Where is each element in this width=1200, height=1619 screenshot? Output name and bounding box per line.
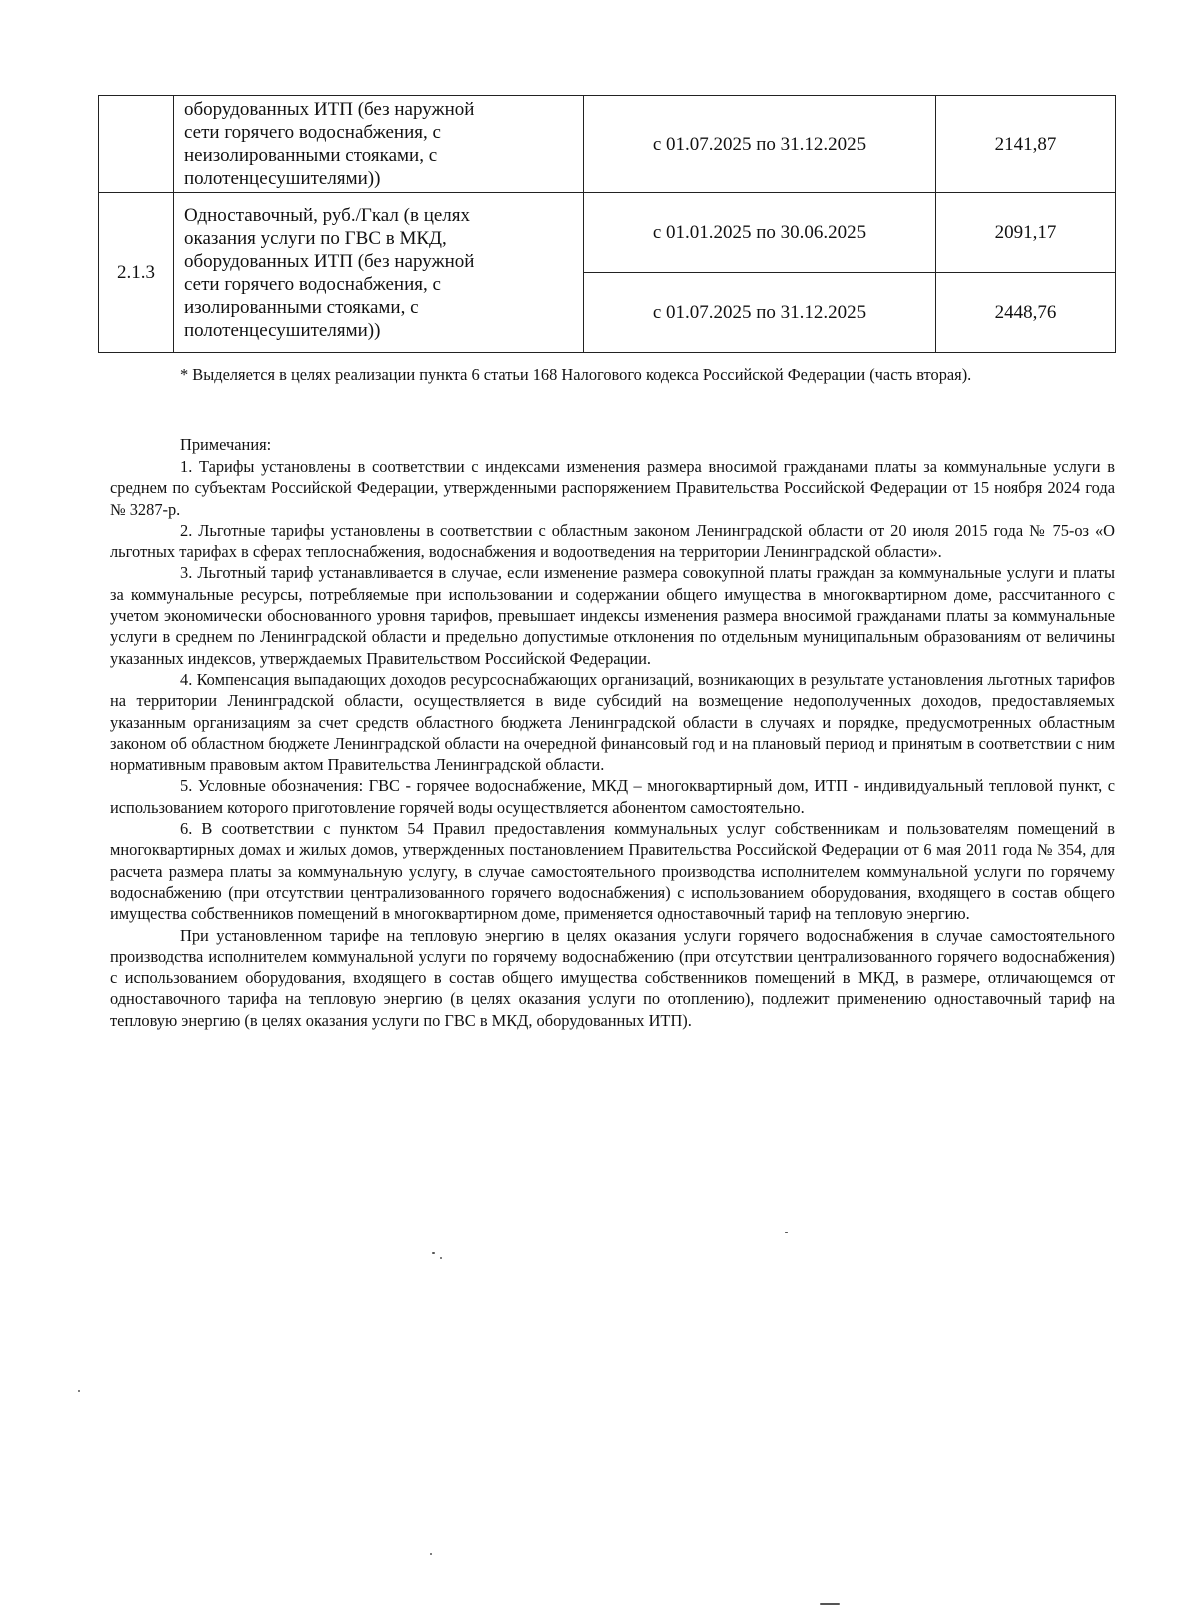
note-paragraph: 3. Льготный тариф устанавливается в случае, если изменение размера совокупной платы граждан за коммунальные услуги и платы за коммунальные ресурсы, потребляемые при использовании и содержании общего имущества в многоквартирном доме, рассчитанного с учетом экономически обоснованного уровня тарифов, превышает индексы изменения размера вносимой гражданами платы за коммунальные услуги в среднем по Ленинградской области и предельно допустимые отклонения по отдельным муниципальным образованиям от величины указанных индексов, утверждаемых Правительством Российской Федерации. [110, 563, 1115, 668]
desc-line: полотенцесушителями)) [184, 319, 381, 341]
desc-line: неизолированными стояками, с [184, 145, 438, 166]
footnote [110, 364, 1115, 385]
scan-speck [432, 1252, 435, 1254]
row-value: 2141,87 [936, 96, 1116, 193]
desc-line: оказания услуги по ГВС в МКД, [184, 227, 447, 249]
note-paragraph: 5. Условные обозначения: ГВС - горячее водоснабжение, МКД – многоквартирный дом, ИТП - индивидуальный тепловой пункт, с использованием которого приготовление горячей воды осуществляется абонентом самостоятельно. [110, 776, 1115, 817]
row-period: с 01.01.2025 по 30.06.2025 [584, 193, 936, 273]
scan-speck [820, 1603, 840, 1605]
scan-speck [785, 1232, 788, 1233]
table-row [99, 96, 1116, 193]
desc-line: сети горячего водоснабжения, с [184, 122, 441, 143]
note-paragraph: 6. В соответствии с пунктом 54 Правил предоставления коммунальных услуг собственникам и пользователям помещений в многоквартирных домах и жилых домов, утвержденных постановлением Правительства Российской Федерации от 6 мая 2011 года № 354, для расчета размера платы за коммунальную услугу, в случае самостоятельного производства исполнителем коммунальной услуги по горячему водоснабжению (при отсутствии централизованного горячего водоснабжения) с использованием оборудования, входящего в состав общего имущества собственников помещений в многоквартирном доме, применяется одноставочный тариф на тепловую энергию. [110, 819, 1115, 924]
scan-speck [430, 1553, 432, 1555]
row-number [99, 96, 174, 193]
row-period: с 01.07.2025 по 31.12.2025 [584, 273, 936, 353]
row-description [174, 193, 584, 353]
tariff-table [98, 95, 1116, 353]
note-paragraph: 2. Льготные тарифы установлены в соответствии с областным законом Ленинградской области от 20 июля 2015 года № 75-оз «О льготных тарифах в сферах теплоснабжения, водоснабжения и водоотведения на территории Ленинградской области». [110, 520, 1115, 562]
desc-line: Одноставочный, руб./Гкал (в целях [184, 204, 471, 226]
note-paragraph: При установленном тарифе на тепловую энергию в целях оказания услуги горячего водоснабжения в случае самостоятельного производства исполнителем коммунальной услуги по горячему водоснабжению (при отсутствии централизованного горячего водоснабжения) с использованием оборудования, входящего в состав общего имущества собственников помещений в МКД, в размере, отличающемся от одноставочного тарифа на тепловую энергию (в целях оказания услуги по отоплению), подлежит применению одноставочный тариф на тепловую энергию (в целях оказания услуги по ГВС в МКД, оборудованных ИТП). [110, 925, 1115, 1030]
note-paragraph: 1. Тарифы установлены в соответствии с индексами изменения размера вносимой гражданами платы за коммунальные услуги в среднем по субъектам Российской Федерации, утвержденными распоряжением Правительства Российской Федерации от 15 ноября 2024 года № 3287-р. [110, 457, 1115, 519]
note-paragraph: 4. Компенсация выпадающих доходов ресурсоснабжающих организаций, возникающих в результате установления льготных тарифов на территории Ленинградской области, осуществляется в виде субсидий на возмещение недополученных доходов, предоставляемых указанным организациям за счет средств областного бюджета Ленинградской области в случаях и порядке, предусмотренных областным законом об областном бюджете Ленинградской области на очередной финансовый год и на плановый период и принятым в соответствии с ним нормативным правовым актом Правительства Ленинградской области. [110, 669, 1115, 775]
notes-block [110, 456, 1115, 1031]
row-value: 2091,17 [936, 193, 1116, 273]
desc-line: оборудованных ИТП (без наружной [184, 99, 475, 120]
scan-speck [440, 1257, 442, 1259]
scan-speck [78, 1390, 80, 1392]
desc-line: оборудованных ИТП (без наружной [184, 250, 475, 272]
footnote-text: * Выделяется в целях реализации пункта 6 статьи 168 Налогового кодекса Российской Федерации (часть вторая). [180, 365, 972, 384]
table-row [99, 193, 1116, 273]
row-number: 2.1.3 [99, 193, 174, 353]
desc-line: сети горячего водоснабжения, с [184, 273, 441, 295]
row-value: 2448,76 [936, 273, 1116, 353]
desc-line: полотенцесушителями)) [184, 168, 381, 189]
notes-title: Примечания: [180, 435, 272, 454]
desc-line: изолированными стояками, с [184, 296, 419, 318]
row-description [174, 96, 584, 193]
row-period: с 01.07.2025 по 31.12.2025 [584, 96, 936, 193]
